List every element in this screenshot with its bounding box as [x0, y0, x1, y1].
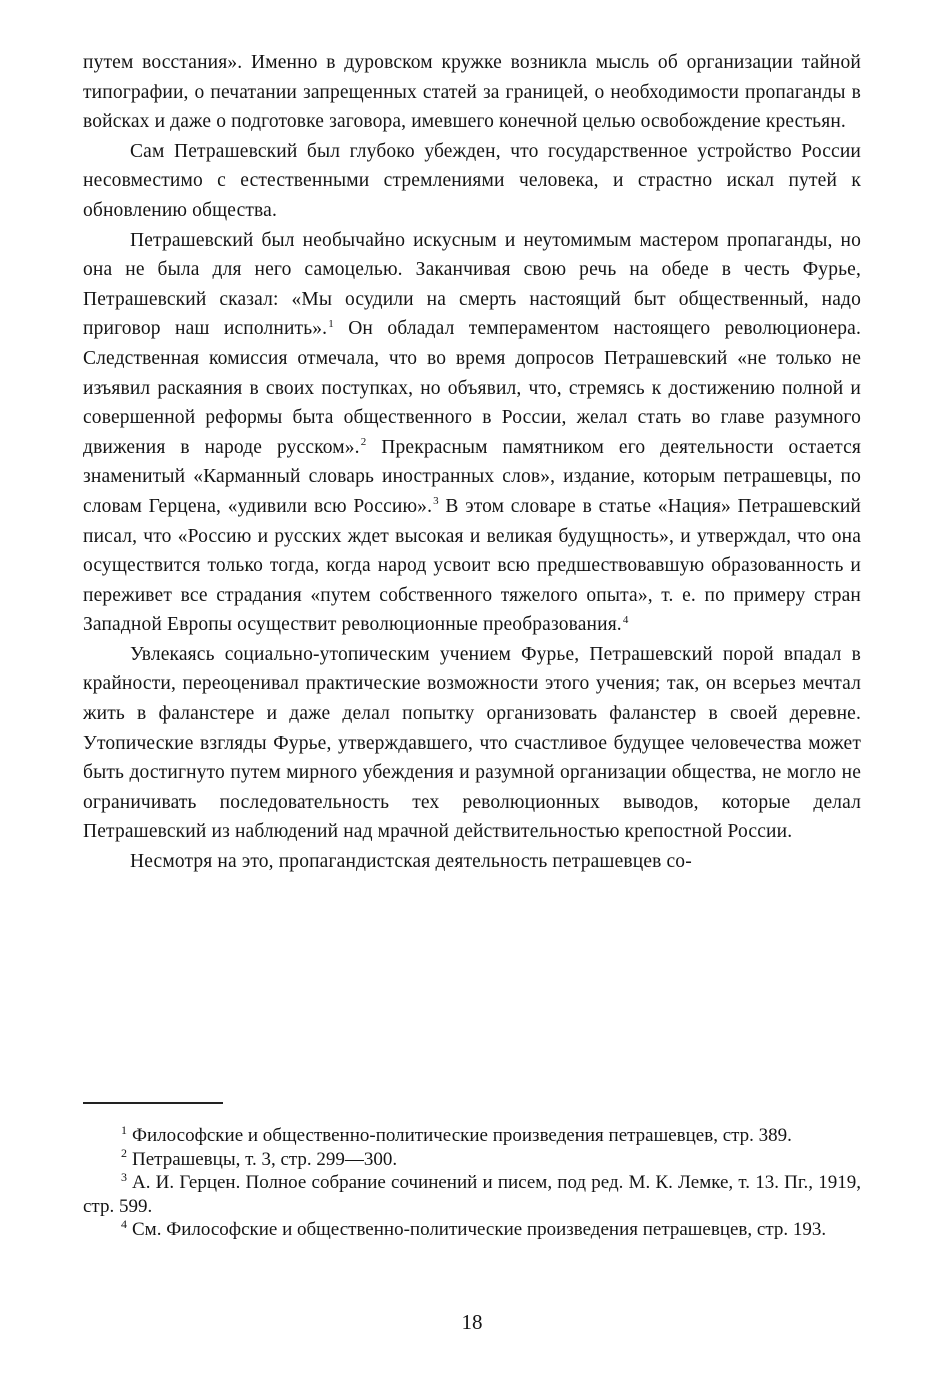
- paragraph-4: Увлекаясь социально-утопическим учением Фурье, Петрашевский порой впадал в крайности, переоценивал практические возможности этого учения; так, он всерьез мечтал жить в фаланстере и даже делал попытку организовать фаланстер в своей деревне. Утопические взгляды Фурье, утверждавшего, что счастливое будущее человечества может быть достигнуто путем мирного убеждения и разумной организации общества, не могло не ограничивать последовательность тех революционных выводов, которые делал Петрашевский из наблюдений над мрачной действительностью крепостной России.: [83, 643, 861, 843]
- footnote-number: 3: [121, 1169, 127, 1184]
- footnote-text: См. Философские и общественно-политические произведения петрашевцев, стр. 193.: [132, 1219, 827, 1240]
- footnote-text: Философские и общественно-политические произведения петрашевцев, стр. 389.: [132, 1125, 792, 1146]
- paragraph-3-part-d: В этом словаре в статье «Нация» Петрашевский писал, что «Россию и русских ждет высокая и великая будущность», и утверждал, что она осуществится только тогда, когда народ усвоит всю предшествовавшую образованность и переживет все страдания «путем собственного тяжелого опыта», т. е. по примеру стран Западной Европы осуществит революционные преобразования.: [83, 495, 861, 636]
- footnote-2: [83, 1148, 861, 1172]
- paragraph-3-part-b: Он обладал темпераментом настоящего революционера. Следственная комиссия отмечала, что во время допросов Петрашевский «не только не изъявил раскаяния в своих поступках, но объявил, что, стремясь к достижению полной и совершенной реформы быта общественного в России, желал стать во главе разумного движения в народе русском».: [83, 318, 861, 458]
- paragraph-3-part-c: Прекрасным памятником его деятельности остается знаменитый «Карманный словарь иностранных слов», издание, которым петрашевцы, по словам Герцена, «удивили всю Россию».: [83, 436, 862, 517]
- footnote-3: [83, 1171, 861, 1218]
- page-number: 18: [461, 1310, 483, 1334]
- footnote-divider: [83, 1102, 223, 1104]
- paragraph-2: Сам Петрашевский был глубоко убежден, что государственное устройство России несовместимо с естественными стремлениями человека, и страстно искал путей к обновлению общества.: [83, 140, 861, 221]
- footnote-number: 4: [121, 1216, 127, 1231]
- paragraph-3-part-a: Петрашевский был необычайно искусным и неутомимым мастером пропаганды, но она не была для него самоцелью. Заканчивая свою речь на обеде в честь Фурье, Петрашевский сказал: «Мы осудили на смерть настоящий быт общественный, надо приговор наш исполнить».: [83, 229, 861, 340]
- footnote-ref-1: 1: [328, 317, 334, 330]
- paragraph-3: [83, 226, 861, 640]
- footnote-number: 2: [121, 1146, 127, 1161]
- footnote-ref-3: 3: [433, 495, 439, 508]
- main-text: [83, 48, 861, 877]
- paragraph-1: путем восстания». Именно в дуровском кружке возникла мысль об организации тайной типографии, о печатании запрещенных статей за границей, о необходимости пропаганды в войсках и даже о подготовке заговора, имевшего конечной целью освобождение крестьян.: [83, 52, 861, 133]
- footnotes: [83, 1124, 861, 1242]
- paragraph-5: Несмотря на это, пропагандистская деятельность петрашевцев со-: [130, 851, 692, 873]
- footnote-number: 1: [121, 1122, 127, 1137]
- footnote-ref-4: 4: [622, 613, 629, 626]
- footnote-text: А. И. Герцен. Полное собрание сочинений и писем, под ред. М. К. Лемке, т. 13. Пг., 1919, стр. 599.: [83, 1172, 861, 1217]
- footnote-ref-2: 2: [360, 436, 367, 449]
- footnote-1: [83, 1124, 861, 1148]
- footnote-4: [83, 1218, 861, 1242]
- footnote-text: Петрашевцы, т. 3, стр. 299—300.: [132, 1148, 398, 1170]
